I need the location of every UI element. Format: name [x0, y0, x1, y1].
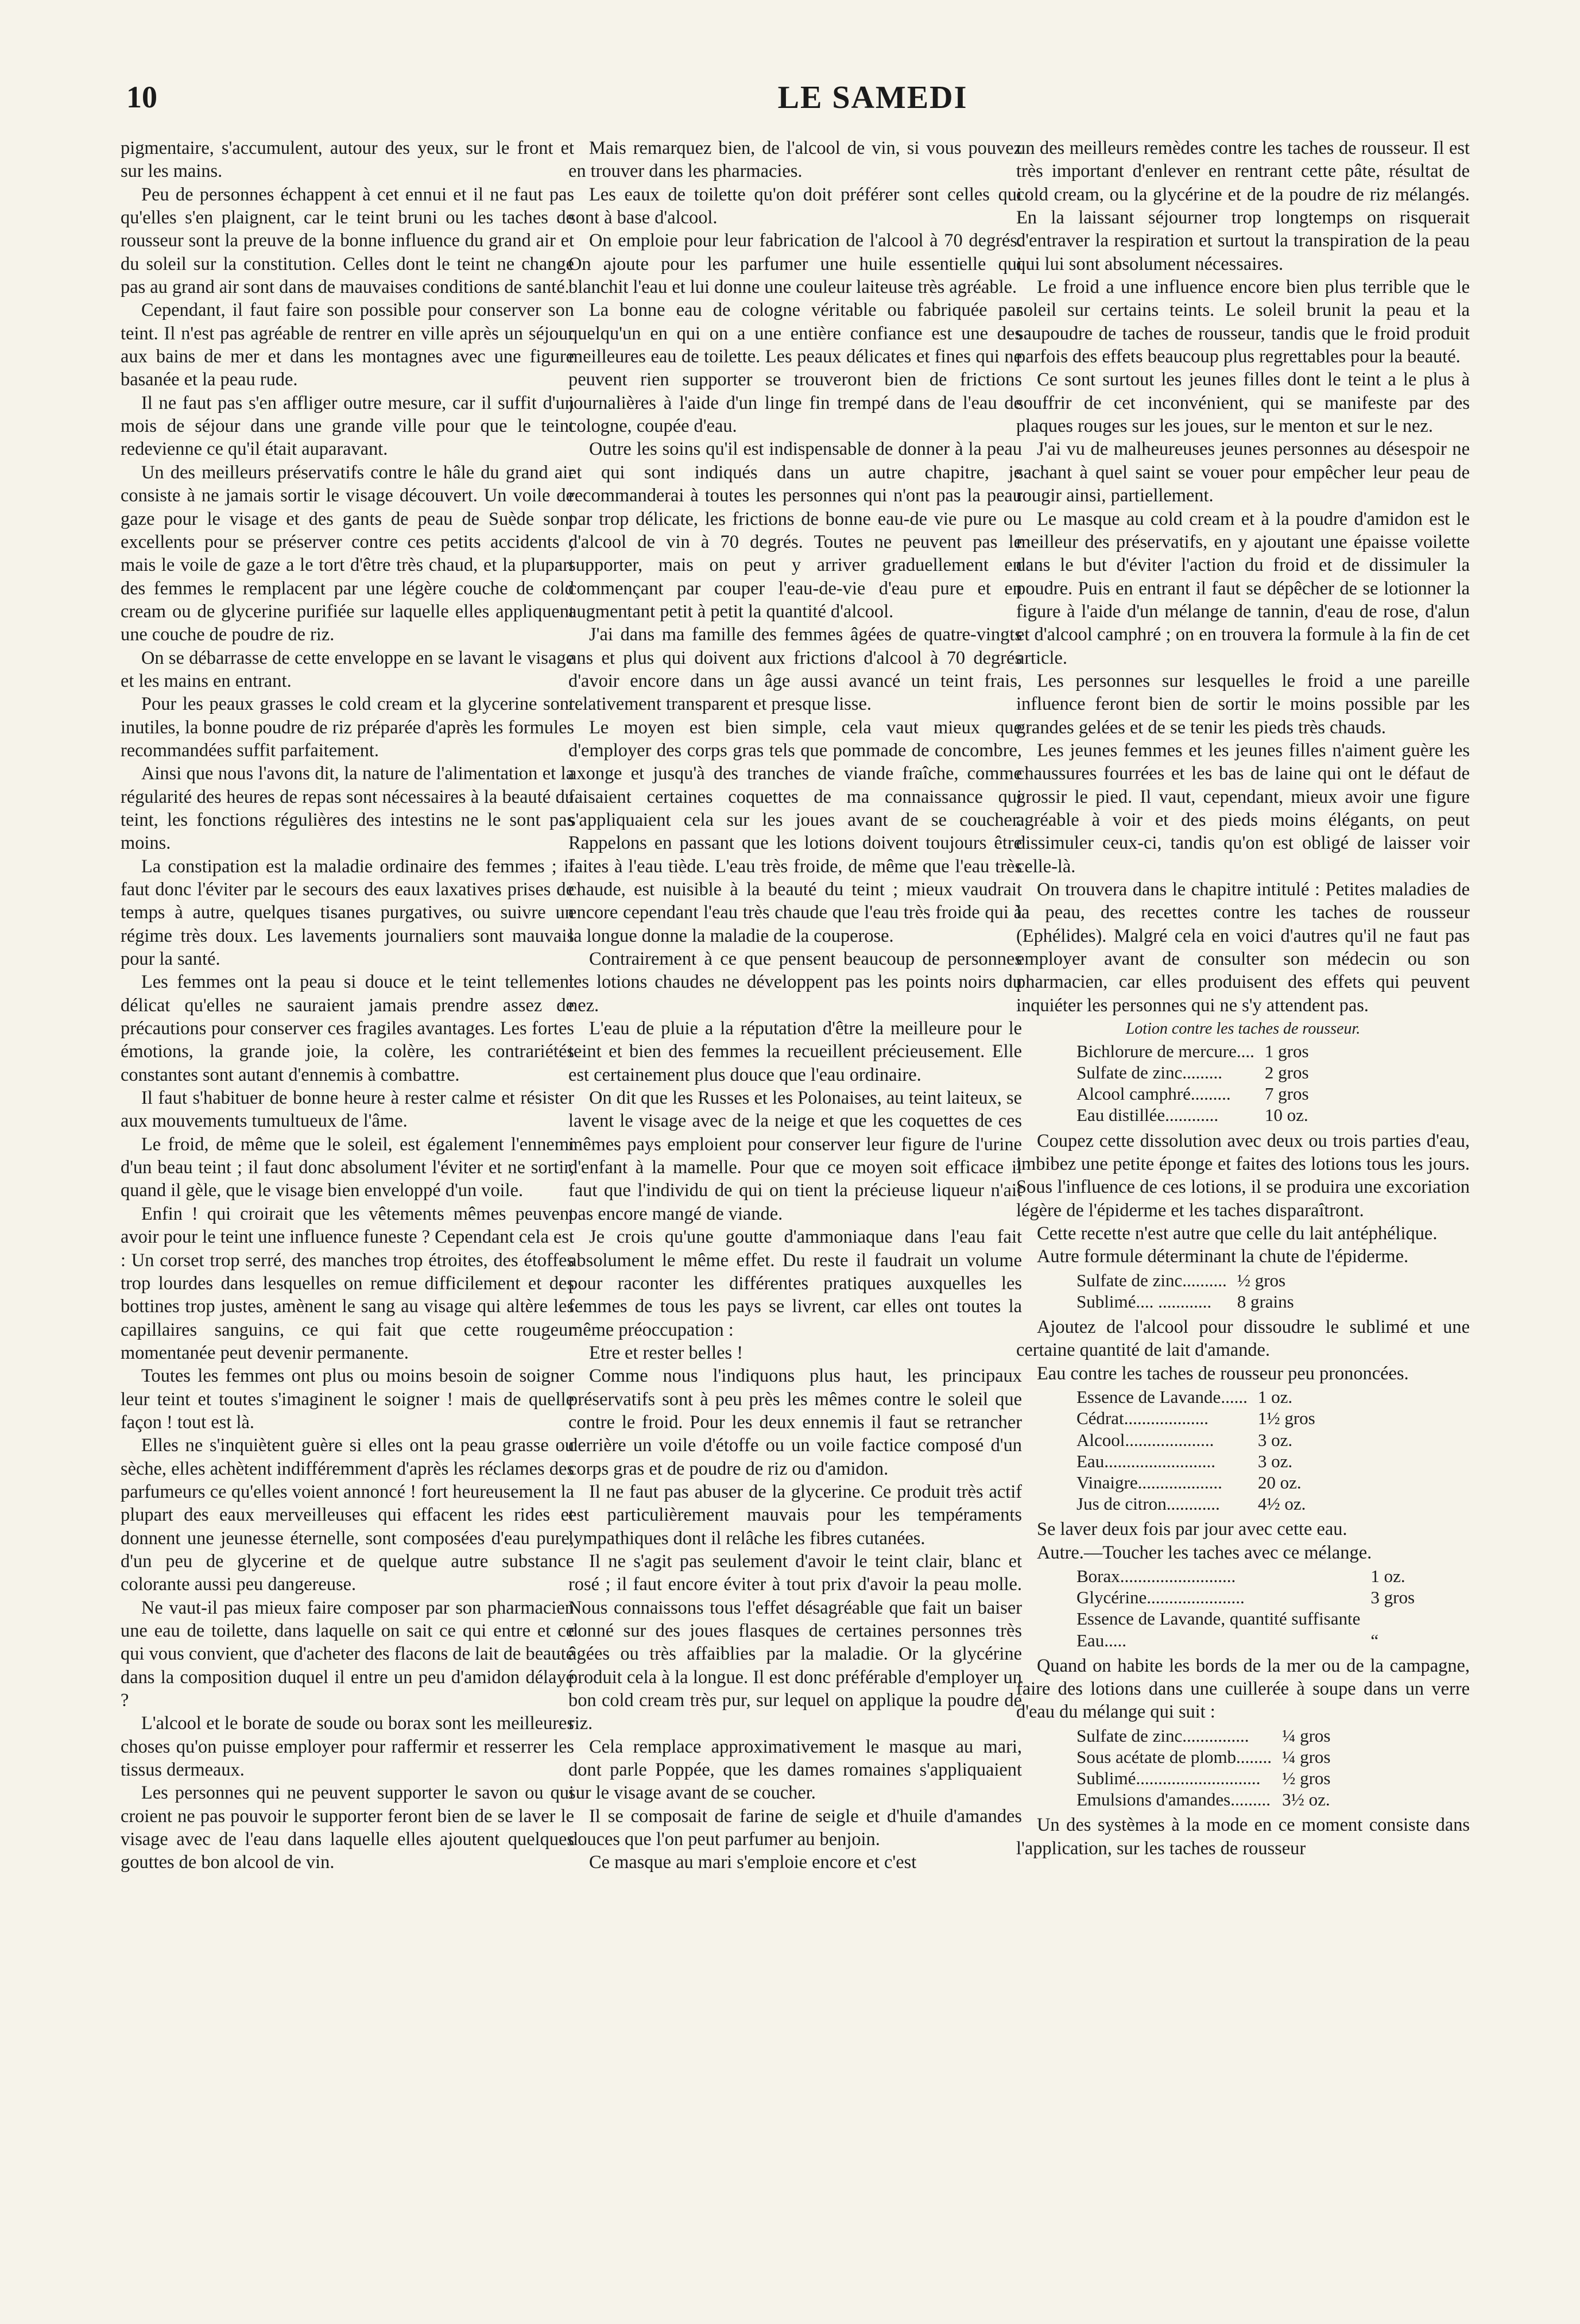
ingredient: Sublimé............................	[1076, 1768, 1261, 1789]
quantity: 8 grains	[1237, 1291, 1294, 1312]
paragraph: Il faut s'habituer de bonne heure à rester calme et résister aux mouvements tumultueux de l'âme.	[121, 1088, 574, 1132]
recipe-row	[1076, 1451, 1315, 1472]
recipe-table	[1076, 1270, 1294, 1312]
recipe-row	[1076, 1746, 1330, 1768]
paragraph: L'eau de pluie a la réputation d'être la meilleure pour le teint et bien des femmes la recueillent précieusement. Elle est certainement plus douce que l'eau ordinaire.	[568, 1018, 1022, 1085]
paragraph: Autre formule déterminant la chute de l'épiderme.	[1037, 1246, 1409, 1267]
quantity: ½ gros	[1282, 1768, 1331, 1789]
recipe-row	[1076, 1768, 1330, 1789]
quantity: 1 oz.	[1370, 1565, 1405, 1586]
text-column-3	[1016, 137, 1470, 2284]
recipe-row	[1076, 1725, 1330, 1746]
quantity: 3 oz.	[1257, 1451, 1293, 1471]
quantity: 20 oz.	[1257, 1472, 1302, 1492]
quantity: ¼ gros	[1282, 1746, 1331, 1767]
paragraph: Mais remarquez bien, de l'alcool de vin, si vous pouvez en trouver dans les pharmacies.	[568, 138, 1022, 182]
recipe-table	[1076, 1565, 1415, 1651]
paragraph: Ce masque au mari s'emploie encore et c'est	[589, 1852, 917, 1873]
paragraph: Contrairement à ce que pensent beaucoup de personnes les lotions chaudes ne développent pas les points noirs du nez.	[568, 949, 1022, 1016]
paragraph: Ne vaut-il pas mieux faire composer par son pharmacien une eau de toilette, dans laquelle on sait ce qui entre et ce qui vous convient, que d'acheter des flacons de lait de beauté dans la composition duquel il entre un peu d'amidon délayé ?	[121, 1597, 574, 1711]
paragraph: L'alcool et le borate de soude ou borax sont les meilleures choses qu'on puisse employer pour raffermir et resserrer les tissus dermeaux.	[121, 1713, 574, 1781]
paragraph: Le froid a une influence encore bien plus terrible que le soleil sur certains teints. Le soleil brunit la peau et la saupoudre de taches de rousseur, tandis que le froid produit parfois des effets beaucoup plus regrettables pour la beauté.	[1016, 277, 1470, 368]
recipe-row	[1076, 1630, 1415, 1651]
paragraph: Elles ne s'inquiètent guère si elles ont la peau grasse ou sèche, elles achètent indifféremment d'après les réclames des parfumeurs ce qu'elles voient annoncé ! fort heureusement la plupart des eaux merveilleuses qui effacent les rides et donnent une jeunesse éternelle, sont composées d'eau pure, d'un peu de glycerine et de quelque autre substance colorante aussi peu dangereuse.	[121, 1435, 574, 1595]
paragraph: Peu de personnes échappent à cet ennui et il ne faut pas qu'elles s'en plaignent, car le teint bruni ou les taches de rousseur sont la preuve de la bonne influence du grand air et du soleil sur la constitution. Celles dont le teint ne change pas au grand air sont dans de mauvaises conditions de santé.	[121, 184, 574, 298]
quantity: 7 gros	[1264, 1084, 1309, 1104]
recipe-row	[1076, 1083, 1309, 1104]
paragraph: On trouvera dans le chapitre intitulé : Petites maladies de la peau, des recettes contre les taches de rousseur (Ephélides). Malgré cela en voici d'autres qu'il ne faut pas employer avant de consulter son médecin ou son pharmacien, car elles produisent des effets qui peuvent inquiéter les personnes qui ne s'y attendent pas.	[1016, 879, 1470, 1016]
paragraph: Autre.—Toucher les taches avec ce mélange.	[1037, 1542, 1372, 1563]
text-column-1	[121, 137, 574, 2284]
paragraph: pigmentaire, s'accumulent, autour des yeux, sur le front et sur les mains.	[121, 138, 574, 182]
paragraph: Il ne s'agit pas seulement d'avoir le teint clair, blanc et rosé ; il faut encore éviter à tout prix d'avoir la peau molle. Nous connaissons tous l'effet désagréable que fait un baiser donné sur des joues flasques de certaines personnes très âgées ou très affaiblies par la maladie. Or la glycérine produit cela à la longue. Il est donc préférable d'employer un bon cold cream très pur, sur lequel on applique la poudre de riz.	[568, 1550, 1022, 1734]
paragraph: Un des meilleurs préservatifs contre le hâle du grand air consiste à ne jamais sortir le visage découvert. Un voile de gaze pour le visage et des gants de peau de Suède sont excellents pour se préserver contre ces petits accidents ; mais le voile de gaze a le tort d'être très chaud, et la plupart des femmes le remplacent par une légère couche de cold cream ou de glycerine purifiée sur laquelle elles appliquent une couche de poudre de riz.	[121, 462, 574, 645]
quantity: “	[1370, 1630, 1379, 1650]
ingredient: Sulfate de zinc...............	[1076, 1725, 1249, 1746]
paragraph: Les eaux de toilette qu'on doit préférer sont celles qui sont à base d'alcool.	[568, 184, 1022, 229]
quantity: 3 oz.	[1257, 1429, 1293, 1450]
paragraph: La constipation est la maladie ordinaire des femmes ; il faut donc l'éviter par le secours des eaux laxatives prises de temps à autre, quelques tisanes purgatives, ou suivre un régime très doux. Les lavements journaliers sont mauvais pour la santé.	[121, 856, 574, 970]
recipe-row	[1076, 1062, 1309, 1083]
paragraph: Se laver deux fois par jour avec cette eau.	[1037, 1519, 1347, 1540]
recipe-title: Lotion contre les taches de rousseur.	[1125, 1020, 1361, 1038]
paragraph: Etre et rester belles !	[589, 1342, 743, 1363]
ingredient: Cédrat...................	[1076, 1408, 1209, 1429]
paragraph: On emploie pour leur fabrication de l'alcool à 70 degrés. On ajoute pour les parfumer une huile essentielle qui blanchit l'eau et lui donne une couleur laiteuse très agréable.	[568, 230, 1022, 298]
paragraph: Les personnes qui ne peuvent supporter le savon ou qui croient ne pas pouvoir le supporter feront bien de se laver le visage avec de l'eau dans laquelle elles ajoutent quelques gouttes de bon alcool de vin.	[121, 1782, 574, 1873]
ingredient: Essence de Lavande, quantité suffisante	[1076, 1608, 1361, 1629]
paragraph: J'ai dans ma famille des femmes âgées de quatre-vingts ans et plus qui doivent aux frictions d'alcool à 70 degrés d'avoir encore dans un âge aussi avancé un teint frais, relativement transparent et presque lisse.	[568, 624, 1022, 715]
recipe-row	[1076, 1429, 1315, 1451]
quantity: 4½ oz.	[1257, 1494, 1306, 1514]
paragraph: Les jeunes femmes et les jeunes filles n'aiment guère les chaussures fourrées et les bas de laine qui ont le défaut de grossir le pied. Il vaut, cependant, mieux avoir une figure agréable à voir et des pieds moins élégants, on peut dissimuler ceux-ci, tandis qu'on est obligé de laisser voir celle-là.	[1016, 740, 1470, 877]
ingredient: Sulfate de zinc.........	[1076, 1062, 1222, 1083]
paragraph: Comme nous l'indiquons plus haut, les principaux préservatifs sont à peu près les mêmes contre le soleil que contre le froid. Pour les deux ennemis il faut se retrancher derrière un voile d'étoffe ou un voile factice composé d'un corps gras et de poudre de riz ou d'amidon.	[568, 1366, 1022, 1479]
text-column-2	[568, 137, 1022, 2284]
recipe-table	[1076, 1386, 1315, 1514]
paragraph: Toutes les femmes ont plus ou moins besoin de soigner leur teint et toutes s'imaginent le soigner ! mais de quelle façon ! tout est là.	[121, 1366, 574, 1433]
paragraph: Le masque au cold cream et à la poudre d'amidon est le meilleur des préservatifs, en y ajoutant une épaisse voilette dans le but d'éviter l'action du froid et de dissimuler la poudre. Puis en entrant il faut se dépêcher de se lotionner la figure à l'aide d'un mélange de tannin, d'eau de rose, d'alun et d'alcool camphré ; on en trouvera la formule à la fin de cet article.	[1016, 508, 1470, 668]
ingredient: Jus de citron............	[1076, 1494, 1220, 1514]
quantity: 2 gros	[1264, 1062, 1309, 1083]
paragraph: Cependant, il faut faire son possible pour conserver son teint. Il n'est pas agréable de rentrer en ville après un séjour aux bains de mer et dans les montagnes avec une figure basanée et la peau rude.	[121, 300, 574, 390]
recipe-row	[1076, 1104, 1309, 1126]
paragraph: Le moyen est bien simple, cela vaut mieux que d'employer des corps gras tels que pommade de concombre, axonge et jusqu'à des tranches de viande fraîche, comme faisaient certaines coquettes de ma connaissance qui s'appliquaient cela sur les joues avant de se coucher. Rappelons en passant que les lotions doivent toujours être faites à l'eau tiède. L'eau très froide, de même que l'eau très chaude, est nuisible à la beauté du teint ; mieux vaudrait encore cependant l'eau très chaude que l'eau très froide qui à la longue donne la maladie de la couperose.	[568, 717, 1022, 946]
paragraph: Les personnes sur lesquelles le froid a une pareille influence feront bien de sortir le moins possible par les grandes gelées et de se tenir les pieds très chauds.	[1016, 670, 1470, 738]
paragraph: Ajoutez de l'alcool pour dissoudre le sublimé et une certaine quantité de lait d'amande.	[1016, 1317, 1470, 1361]
recipe-row	[1076, 1789, 1330, 1810]
paragraph: Ce sont surtout les jeunes filles dont le teint a le plus à souffrir de cet inconvénient, qui se manifeste par des plaques rouges sur les joues, sur le menton et sur le nez.	[1016, 369, 1470, 437]
ingredient: Sulfate de zinc..........	[1076, 1270, 1227, 1290]
paragraph: La bonne eau de cologne véritable ou fabriquée par quelqu'un en qui on a une entière confiance est une des meilleures eau de toilette. Les peaux délicates et fines qui ne peuvent rien supporter se trouveront bien de frictions journalières à l'aide d'un linge fin trempé dans de l'eau de cologne, coupée d'eau.	[568, 300, 1022, 437]
paragraph: Les femmes ont la peau si douce et le teint tellement délicat qu'elles ne sauraient jamais prendre assez de précautions pour conserver ces fragiles avantages. Les fortes émotions, la grande joie, la colère, les contrariétés constantes sont autant d'ennemis à combattre.	[121, 972, 574, 1085]
paragraph: Le froid, de même que le soleil, est également l'ennemi d'un beau teint ; il faut donc absolument l'éviter et ne sortir, quand il gèle, que le visage bien enveloppé d'un voile.	[121, 1134, 574, 1201]
recipe-row	[1076, 1270, 1294, 1291]
paragraph: Quand on habite les bords de la mer ou de la campagne, faire des lotions dans une cuillerée à soupe dans un verre d'eau du mélange qui suit :	[1016, 1655, 1470, 1723]
paragraph: Outre les soins qu'il est indispensable de donner à la peau et qui sont indiqués dans un autre chapitre, je recommanderai à toutes les personnes qui n'ont pas la peau par trop délicate, les frictions de bonne eau-de vie pure ou d'alcool de vin à 70 degrés. Toutes ne peuvent pas le supporter, mais on peut y arriver graduellement en commençant par couper l'eau-de-vie d'eau pure et en augmentant petit à petit la quantité d'alcool.	[568, 439, 1022, 622]
paragraph: Cela remplace approximativement le masque au mari, dont parle Poppée, que les dames romaines s'appliquaient sur le visage avant de se coucher.	[568, 1736, 1022, 1804]
ingredient: Borax..........................	[1076, 1565, 1236, 1586]
recipe-row	[1076, 1386, 1315, 1407]
ingredient: Bichlorure de mercure....	[1076, 1041, 1254, 1061]
quantity: 1 oz.	[1257, 1387, 1293, 1407]
recipe-row	[1076, 1565, 1415, 1587]
ingredient: Eau.........................	[1076, 1451, 1215, 1471]
quantity: 1 gros	[1264, 1041, 1309, 1061]
quantity: 3½ oz.	[1282, 1789, 1330, 1810]
ingredient: Emulsions d'amandes.........	[1076, 1789, 1271, 1810]
recipe-row	[1076, 1493, 1315, 1514]
paragraph: On dit que les Russes et les Polonaises, au teint laiteux, se lavent le visage avec de la neige et que les coquettes de ces mêmes pays emploient pour conserver leur figure de l'urine d'enfant à la mamelle. Pour que ce moyen soit efficace il faut que l'individu de qui on tient la précieuse liqueur n'ait pas encore mangé de viande.	[568, 1088, 1022, 1224]
recipe-row	[1076, 1472, 1315, 1493]
ingredient: Eau.....	[1076, 1630, 1126, 1650]
paragraph: Je crois qu'une goutte d'ammoniaque dans l'eau fait absolument le même effet. Du reste il faudrait un volume pour raconter les différentes pratiques auxquelles les femmes de tous les pays se livrent, car elles ont toutes la même préoccupation :	[568, 1227, 1022, 1340]
paragraph: Enfin ! qui croirait que les vêtements mêmes peuvent avoir pour le teint une influence funeste ? Cependant cela est : Un corset trop serré, des manches trop étroites, des étoffes trop lourdes dans lesquelles on remue difficilement et des bottines trop justes, amènent le sang au visage qui altère les capillaires sanguins, ce qui fait que cette rougeur momentanée peut devenir permanente.	[121, 1203, 574, 1363]
recipe-row	[1076, 1608, 1415, 1629]
paragraph: Il se composait de farine de seigle et d'huile d'amandes douces que l'on peut parfumer au benjoin.	[568, 1805, 1022, 1850]
quantity	[1360, 1608, 1415, 1629]
paragraph: Un des systèmes à la mode en ce moment consiste dans l'application, sur les taches de rousseur	[1016, 1815, 1470, 1859]
ingredient: Eau distillée............	[1076, 1105, 1219, 1126]
paragraph: Pour les peaux grasses le cold cream et la glycerine sont inutiles, la bonne poudre de riz préparée d'après les formules recommandées suffit parfaitement.	[121, 694, 574, 761]
ingredient: Essence de Lavande......	[1076, 1387, 1248, 1407]
paragraph: Ainsi que nous l'avons dit, la nature de l'alimentation et la régularité des heures de repas sont nécessaires à la beauté du teint, les fonctions régulières des intestins ne le sont pas moins.	[121, 763, 574, 854]
paragraph: Coupez cette dissolution avec deux ou trois parties d'eau, imbibez une petite éponge et faites des lotions tous les jours. Sous l'influence de ces lotions, il se produira une excoriation légère de l'épiderme et les taches disparaîtront.	[1016, 1130, 1470, 1221]
journal-title: LE SAMEDI	[777, 80, 968, 115]
quantity: 3 gros	[1370, 1587, 1415, 1608]
quantity: ½ gros	[1237, 1270, 1286, 1290]
ingredient: Alcool....................	[1076, 1429, 1214, 1450]
paragraph: J'ai vu de malheureuses jeunes personnes au désespoir ne sachant à quel saint se vouer pour empêcher leur peau de rougir ainsi, partiellement.	[1016, 439, 1470, 506]
recipe-table	[1076, 1041, 1309, 1126]
quantity: 1½ gros	[1257, 1408, 1315, 1429]
ingredient: Vinaigre...................	[1076, 1472, 1222, 1492]
ingredient: Sublimé.... ............	[1076, 1291, 1212, 1312]
paragraph: Il ne faut pas s'en affliger outre mesure, car il suffit d'un mois de séjour dans une grande ville pour que le teint redevienne ce qu'il était auparavant.	[121, 392, 574, 460]
page-number: 10	[126, 80, 157, 114]
recipe-row	[1076, 1587, 1415, 1608]
paragraph: On se débarrasse de cette enveloppe en se lavant le visage et les mains en entrant.	[121, 647, 574, 691]
recipe-row	[1076, 1041, 1309, 1062]
paragraph: Eau contre les taches de rousseur peu prononcées.	[1037, 1363, 1409, 1384]
recipe-table	[1076, 1725, 1330, 1811]
recipe-row	[1076, 1291, 1294, 1312]
quantity: 10 oz.	[1264, 1105, 1308, 1126]
paragraph: Cette recette n'est autre que celle du lait antéphélique.	[1037, 1223, 1438, 1244]
quantity: ¼ gros	[1282, 1725, 1331, 1746]
page-header	[115, 75, 1580, 126]
paragraph: un des meilleurs remèdes contre les taches de rousseur. Il est très important d'enlever en rentrant cette pâte, résultat de cold cream, ou la glycérine et de la poudre de riz mélangés. En la laissant séjourner trop longtemps on risquerait d'entraver la respiration et surtout la transpiration de la peau qui lui sont absolument nécessaires.	[1016, 138, 1470, 274]
ingredient: Sous acétate de plomb........	[1076, 1746, 1272, 1767]
ingredient: Alcool camphré.........	[1076, 1084, 1231, 1104]
ingredient: Glycérine......................	[1076, 1587, 1245, 1608]
recipe-row	[1076, 1407, 1315, 1429]
paragraph: Il ne faut pas abuser de la glycerine. Ce produit très actif est particulièrement mauvais pour les tempéraments lympathiques dont il relâche les fibres cutanées.	[568, 1481, 1022, 1549]
